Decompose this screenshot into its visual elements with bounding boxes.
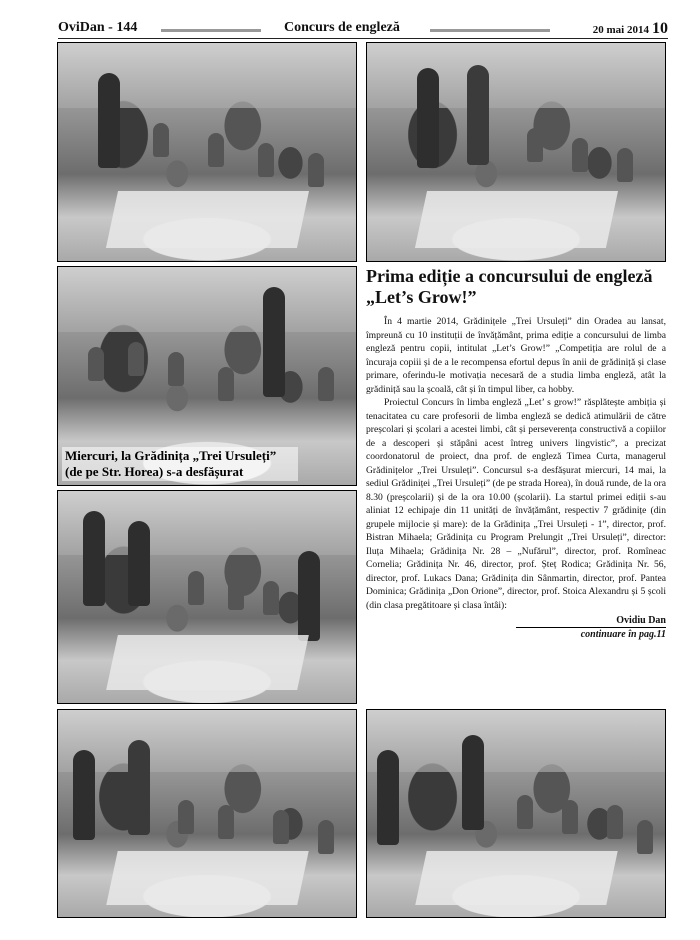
- photo-figure: [128, 521, 150, 606]
- photo-figure: [637, 820, 653, 854]
- photo-figure: [517, 795, 533, 829]
- photo-figure: [562, 800, 578, 834]
- continued-note: continuare în pag.11: [580, 629, 666, 640]
- photo-figure: [188, 571, 204, 605]
- publication-issue: OviDan - 144: [58, 20, 138, 35]
- photo-figure: [83, 511, 105, 606]
- header-divider: [58, 38, 668, 39]
- photo-figure: [88, 347, 104, 381]
- photo-figure: [128, 740, 150, 835]
- photo-figure: [298, 551, 320, 641]
- photo-figure: [98, 73, 120, 168]
- article-body: [366, 315, 666, 612]
- photo-background: [367, 710, 665, 772]
- photo-figure: [168, 352, 184, 386]
- photo-figure: [417, 68, 439, 168]
- photo-figure: [258, 143, 274, 177]
- photo-figure: [218, 367, 234, 401]
- photo-figure: [178, 800, 194, 834]
- photo-figure: [467, 65, 489, 165]
- photo-caption: Miercuri, la Grădinița „Trei Ursuleți” (de pe Str. Horea) s-a desfășurat: [62, 447, 298, 481]
- photo-figure: [308, 153, 324, 187]
- photo-classroom-5: [57, 709, 357, 918]
- issue-date: 20 mai 2014: [592, 24, 649, 36]
- photo-figure: [572, 138, 588, 172]
- photo-figure: [73, 750, 95, 840]
- photo-figure: [208, 133, 224, 167]
- photo-classroom-3: [57, 266, 357, 486]
- photo-figure: [462, 735, 484, 830]
- photo-table: [106, 635, 308, 690]
- photo-figure: [617, 148, 633, 182]
- section-title: Concurs de engleză: [284, 20, 400, 35]
- photo-table: [415, 851, 617, 905]
- article-paragraph: Proiectul Concurs în limba engleză „Let’ s grow!” răsplătește ambiția și tenacitatea cu care profesorii de limba engleză se dedică atimulării de către preșcolari și școlari a acestei limbi, cât și perseverența constructivă a copiilor de a descoperi și stăpâni acest întreg univers lingvistic”, a precizat coordonatorul de proiect, dna prof. de engleză Timea Curta, managerul Grădinițelor „Trei Ursuleți”. Concursul s-a desfășurat miercuri, 14 mai, la sediul Grădiniței „Trei Ursuleți” (de pe strada Horea), în două runde, de la ora 8.30 (preșcolarii) și de la ora 10.00 (școlarii). La startul primei ediții s-au aliniat 12 echipaje din 11 unități de învățământ, respectiv 7 grădinițe (din grupele mijlocie și mare): de la Grădinița „Trei Ursuleți - 1”, director, prof. Bistran Mihaela; Grădinița cu Program Prelungit „Trei Ursuleți”, director: Iluța Mihaela; Grădinița Nr. 28 – „Nufărul”, director, prof. Romîneac Cornelia; Grădinița Nr. 46, director, prof. Șteț Rodica; Grădinița Nr. 56, director, prof. Lukacs Dana; Grădinița din Sânmartin, director, prof. Pantea Dominica; Grădinița „Don Orione”, director, prof. Stoica Alexandru și 5 școli (din clasa pregătitoare și clasa întâi):: [366, 397, 666, 611]
- photo-figure: [228, 576, 244, 610]
- article-title: Prima ediție a concursului de engleză „Let’s Grow!”: [366, 266, 653, 307]
- photo-figure: [263, 287, 285, 397]
- page-header: [58, 18, 668, 38]
- article: [366, 266, 666, 640]
- header-rule: [161, 29, 261, 32]
- photo-background: [58, 710, 356, 772]
- photo-table: [106, 191, 309, 248]
- article-author: Ovidiu Dan: [616, 615, 666, 626]
- header-date-page: [593, 20, 668, 38]
- article-paragraph: În 4 martie 2014, Grădinițele „Trei Ursuleți” din Oradea au lansat, împreună cu 10 instituții de învățământ, prima ediție a concursului de limba engleză pentru copii, intitulat „Let’s Grow!” „Competiția are rolul de a încuraja copiii și de a le recompensa efortul depus în anii de grădiniță și clase primare, oferindu-le motivația necesară de a studia limba engleză, atât la grădiniță sau la școală, cât și în timpul liber, ca hobby.: [366, 316, 666, 395]
- page-number: 10: [652, 20, 668, 37]
- photo-classroom-6: [366, 709, 666, 918]
- photo-figure: [377, 750, 399, 845]
- photo-figure: [318, 820, 334, 854]
- photo-classroom-2: [366, 42, 666, 262]
- photo-figure: [527, 128, 543, 162]
- divider: [516, 627, 666, 628]
- header-rule: [430, 29, 550, 32]
- photo-background: [58, 267, 356, 332]
- photo-figure: [128, 342, 144, 376]
- photo-classroom-1: [57, 42, 357, 262]
- photo-figure: [273, 810, 289, 844]
- photo-figure: [607, 805, 623, 839]
- photo-figure: [153, 123, 169, 157]
- photo-background: [367, 43, 665, 108]
- photo-table: [106, 851, 308, 905]
- photo-figure: [318, 367, 334, 401]
- photo-table: [415, 191, 618, 248]
- photo-figure: [263, 581, 279, 615]
- photo-classroom-4: [57, 490, 357, 704]
- photo-figure: [218, 805, 234, 839]
